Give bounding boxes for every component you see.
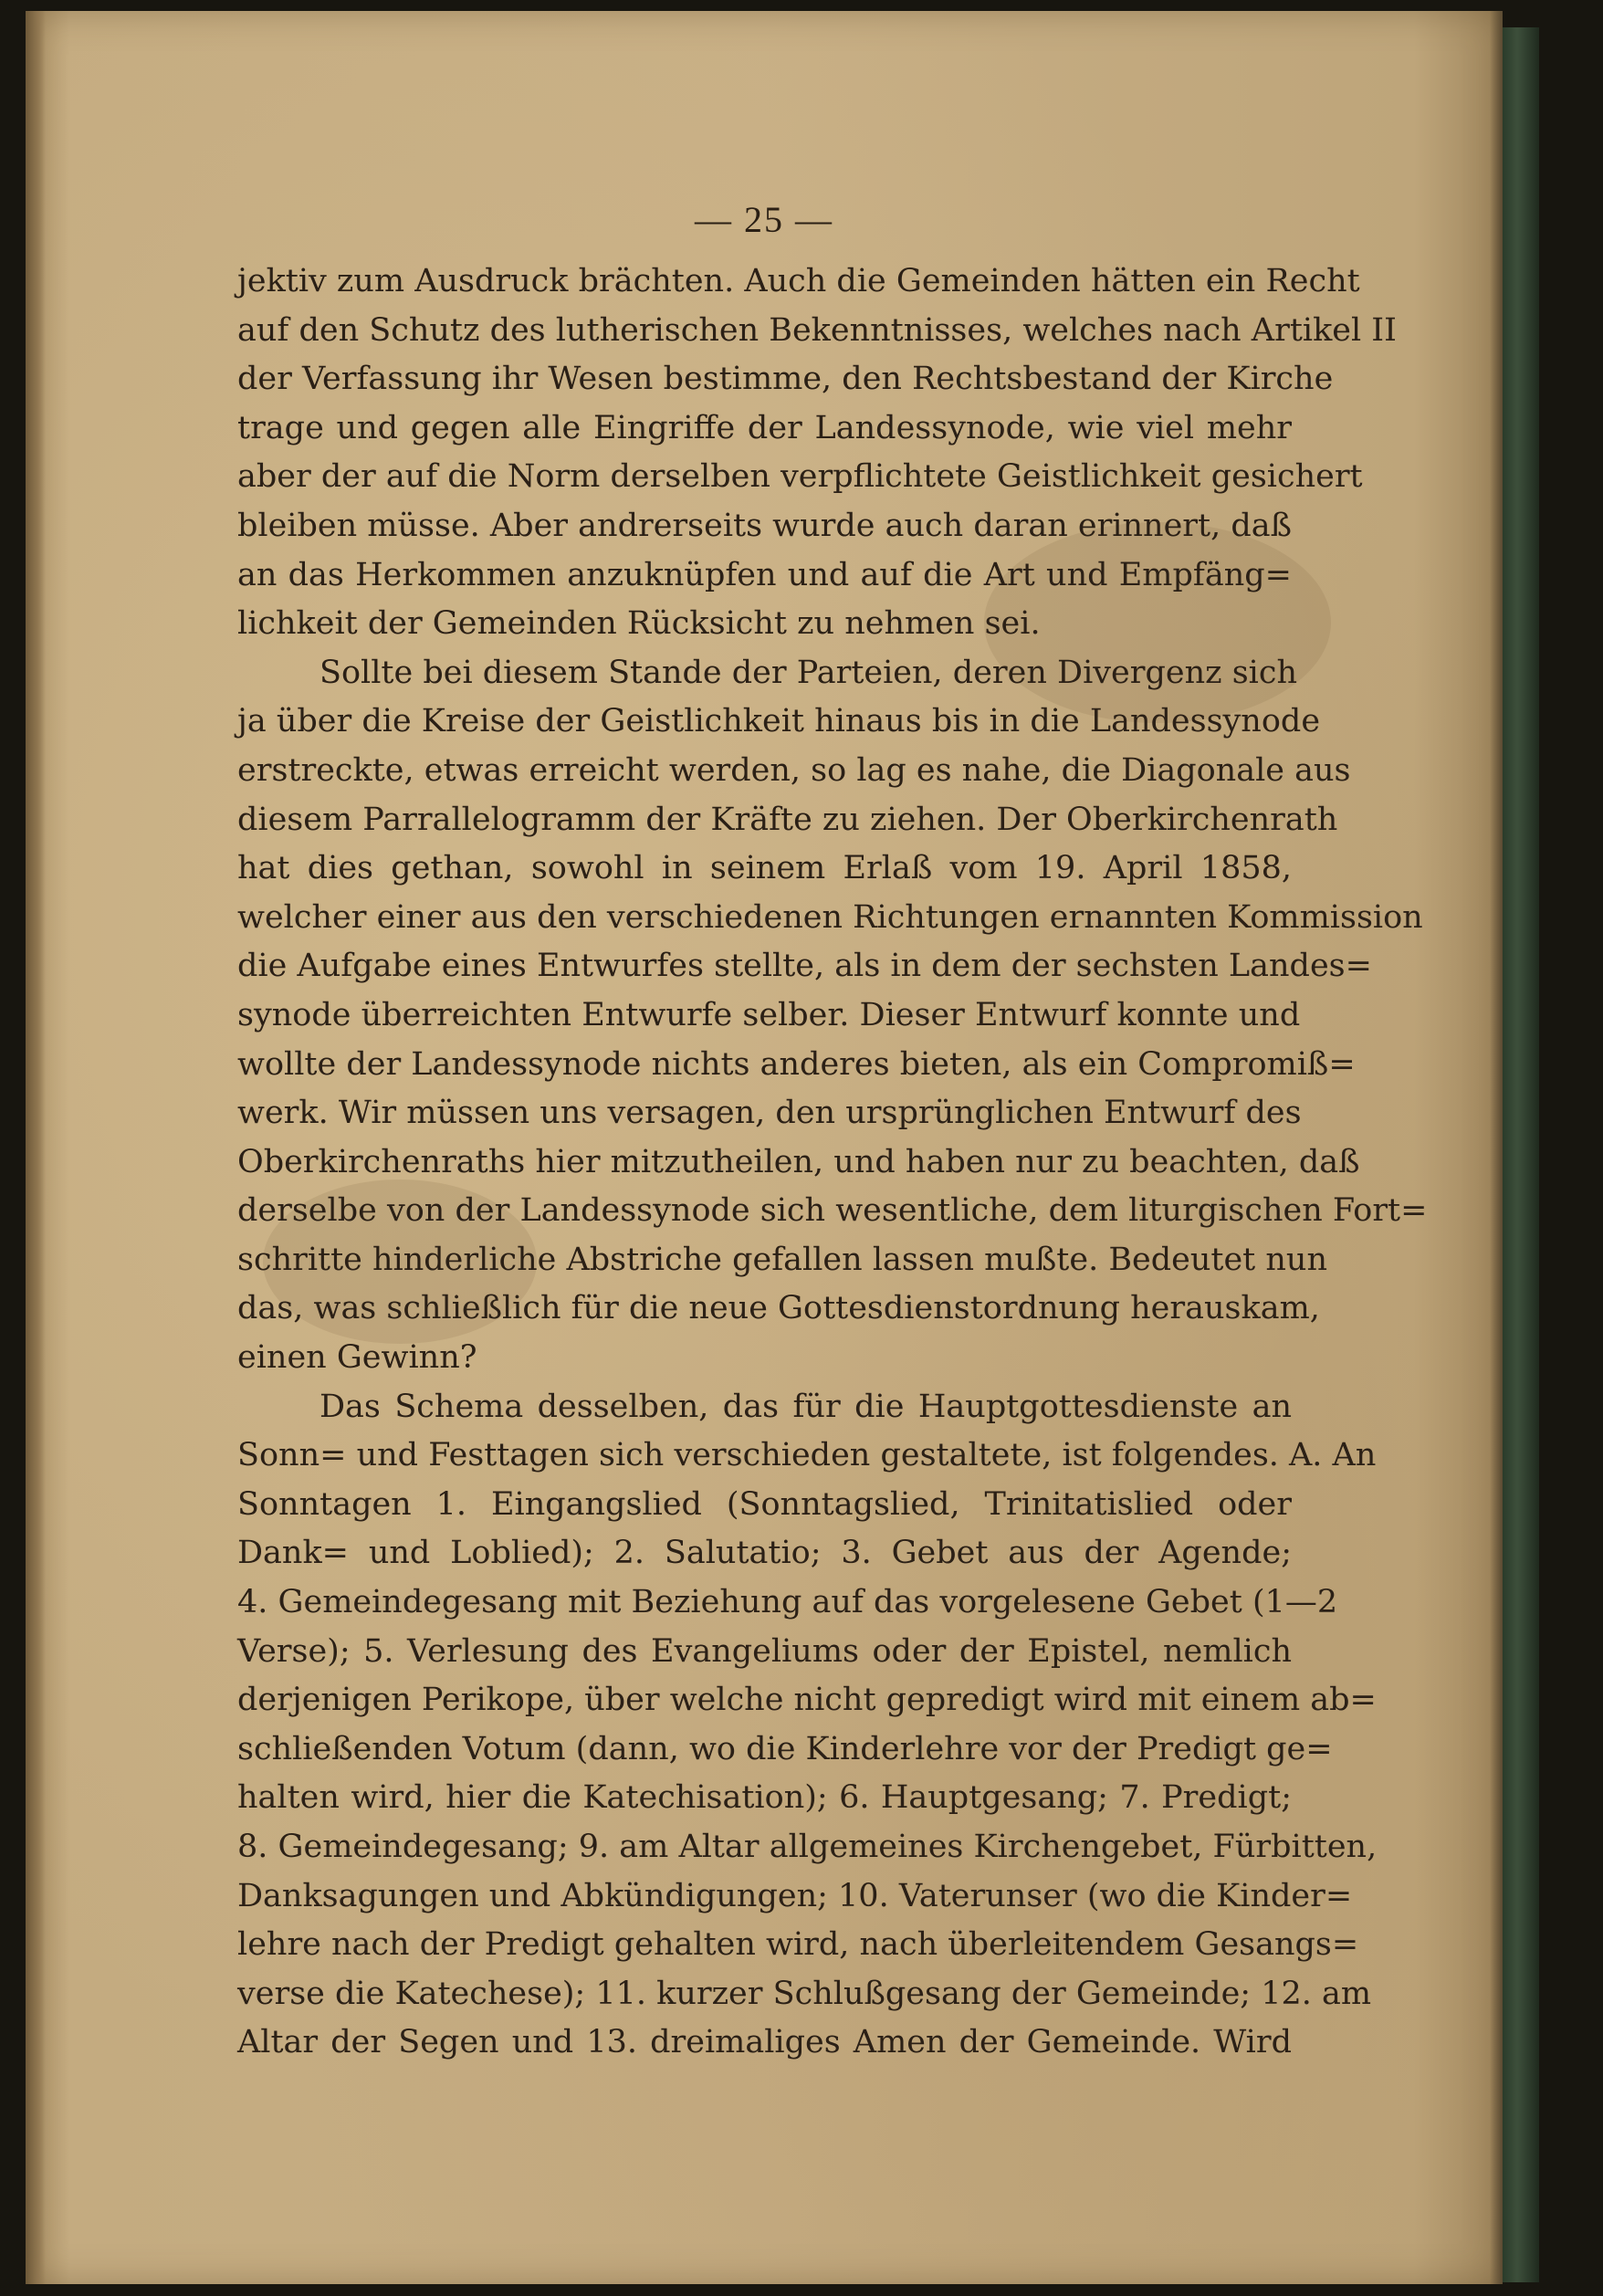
text-line: Sollte bei diesem Stande der Parteien, deren Divergenz sich [320,654,1298,691]
text-line: der Verfassung ihr Wesen bestimme, den Rechtsbestand der Kirche [237,361,1334,398]
book-page [26,11,1503,2284]
text-line: bleiben müsse. Aber andrerseits wurde auch daran erinnert, daß [237,507,1292,544]
text-line: an das Herkommen anzuknüpfen und auf die Art und Empfäng= [237,556,1292,593]
text-line: Sonn= und Festtagen sich verschieden gestaltete, ist folgendes. A. An [237,1437,1377,1474]
page-gutter-shadow [26,11,46,2284]
body-text [237,257,1428,2068]
text-line: wollte der Landessynode nichts anderes bieten, als ein Compromiß= [237,1045,1356,1083]
text-line: schritte hinderliche Abstriche gefallen lassen mußte. Bedeutet nun [237,1241,1327,1278]
text-line: 8. Gemeindegesang; 9. am Altar allgemeines Kirchengebet, Fürbitten, [237,1829,1378,1865]
text-line: erstreckte, etwas erreicht werden, so lag es nahe, die Diagonale aus [237,751,1351,789]
page-right-edge [1490,11,1503,2284]
text-line: ja über die Kreise der Geistlichkeit hinaus bis in die Landessynode [237,703,1321,740]
text-line: aber der auf die Norm derselben verpflichtete Geistlichkeit gesichert [237,458,1363,496]
book-cover-board [1503,27,1539,2282]
text-line: Altar der Segen und 13. dreimaliges Amen der Gemeinde. Wird [237,2024,1292,2061]
text-line: Das Schema desselben, das für die Hauptgottesdienste an [320,1388,1292,1425]
text-line: auf den Schutz des lutherischen Bekenntnisses, welches nach Artikel II [237,311,1397,349]
text-line: lehre nach der Predigt gehalten wird, nach überleitendem Gesangs= [237,1926,1359,1964]
text-line: derselbe von der Landessynode sich wesentliche, dem liturgischen Fort= [237,1192,1428,1230]
text-line: Dank= und Loblied); 2. Salutatio; 3. Gebet aus der Agende; [237,1535,1292,1572]
text-line: lichkeit der Gemeinden Rücksicht zu nehmen sei. [237,605,1041,643]
text-line: werk. Wir müssen uns versagen, den ursprünglichen Entwurf des [237,1095,1302,1132]
text-line: das, was schließlich für die neue Gottesdienstordnung herauskam, [237,1290,1320,1327]
text-line: einen Gewinn? [237,1339,477,1377]
text-line: Danksagungen und Abkündigungen; 10. Vaterunser (wo die Kinder= [237,1877,1353,1914]
text-line: Verse); 5. Verlesung des Evangeliums oder der Epistel, nemlich [237,1632,1292,1670]
text-line: 4. Gemeindegesang mit Beziehung auf das vorgelesene Gebet (1—2 [237,1584,1338,1621]
text-line: hat dies gethan, sowohl in seinem Erlaß vom 19. April 1858, [237,850,1292,887]
text-line: derjenigen Perikope, über welche nicht gepredigt wird mit einem ab= [237,1682,1377,1719]
text-line: halten wird, hier die Katechisation); 6. Hauptgesang; 7. Predigt; [237,1779,1292,1817]
text-line: synode überreichten Entwurfe selber. Dieser Entwurf konnte und [237,996,1301,1033]
text-line: jektiv zum Ausdruck brächten. Auch die Gemeinden hätten ein Recht [237,263,1360,299]
text-line: verse die Katechese); 11. kurzer Schlußgesang der Gemeinde; 12. am [237,1975,1372,2012]
text-line: welcher einer aus den verschiedenen Richtungen ernannten Kommission [237,898,1423,936]
text-line: diesem Parrallelogramm der Kräfte zu ziehen. Der Oberkirchenrath [237,801,1338,838]
text-line: trage und gegen alle Eingriffe der Landessynode, wie viel mehr [237,409,1292,446]
text-line: die Aufgabe eines Entwurfes stellte, als in dem der sechsten Landes= [237,948,1372,985]
text-line: Sonntagen 1. Eingangslied (Sonntagslied, Trinitatislied oder [237,1485,1292,1523]
text-line: schließenden Votum (dann, wo die Kinderlehre vor der Predigt ge= [237,1730,1333,1767]
page-number: — 25 — [695,199,833,240]
text-line: Oberkirchenraths hier mitzutheilen, und haben nur zu beachten, daß [237,1143,1360,1180]
